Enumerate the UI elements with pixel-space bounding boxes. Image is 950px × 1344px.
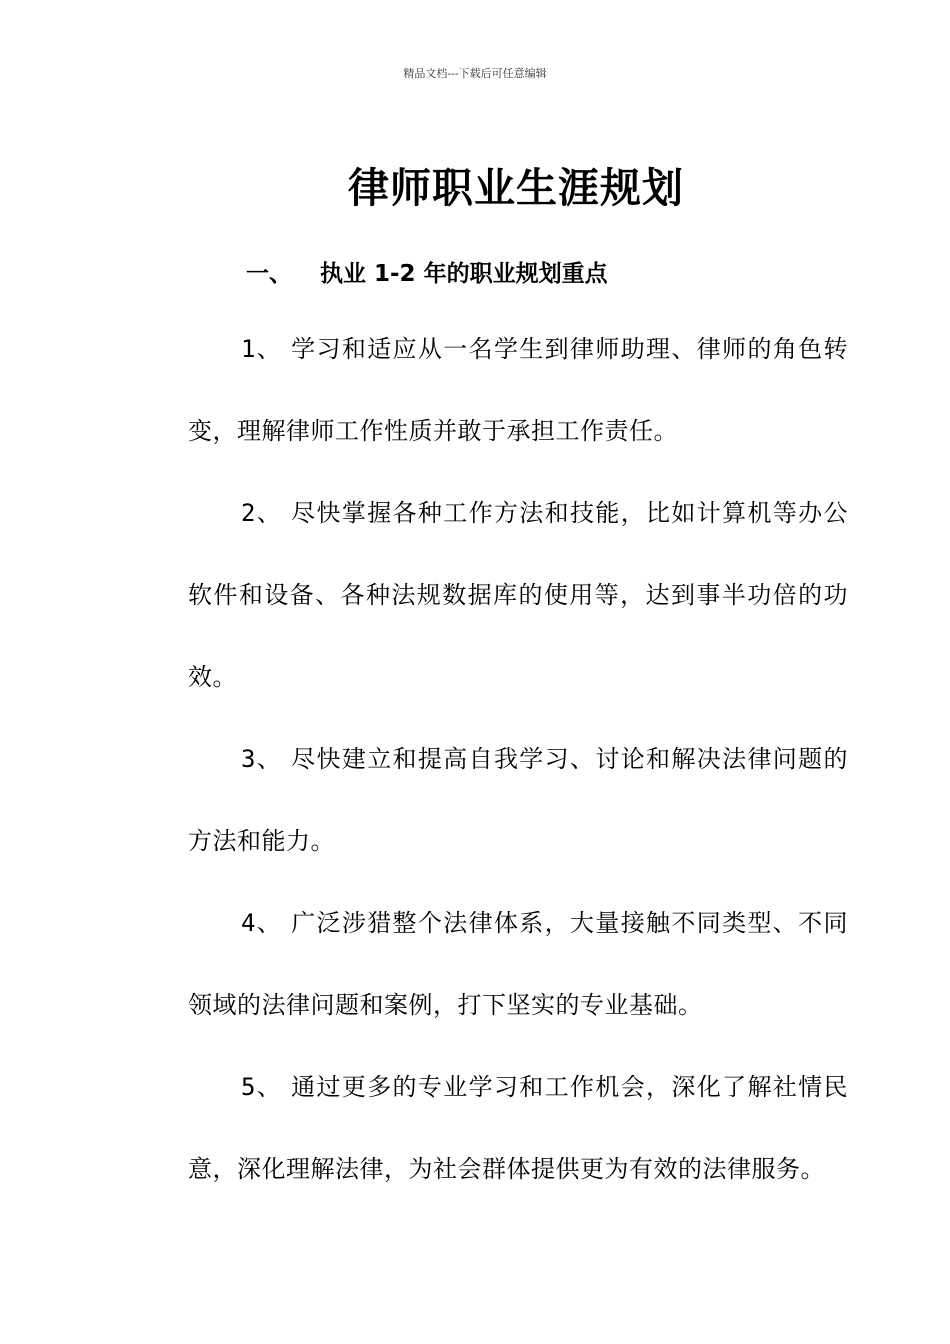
section-title: 执业 1-2 年的职业规划重点 — [320, 261, 608, 287]
item-text: 尽快掌握各种工作方法和技能，比如计算机等办公软件和设备、各种法规数据库的使用等，达到事半功倍的功效。 — [188, 499, 848, 691]
paragraph-item-4 — [188, 882, 848, 1046]
item-number: 1、 — [241, 335, 283, 363]
paragraph-item-1 — [188, 308, 848, 472]
section-heading — [246, 256, 608, 292]
paragraph-item-5 — [188, 1046, 848, 1210]
item-text: 广泛涉猎整个法律体系，大量接触不同类型、不同领域的法律问题和案例，打下坚实的专业基础。 — [188, 909, 848, 1019]
item-text: 通过更多的专业学习和工作机会，深化了解社情民意，深化理解法律，为社会群体提供更为有效的法律服务。 — [188, 1073, 848, 1183]
item-number: 4、 — [241, 909, 283, 937]
page-header-note: 精品文档---下载后可任意编辑 — [403, 67, 547, 80]
section-number: 一、 — [246, 261, 292, 287]
document-body — [188, 308, 848, 1210]
document-title: 律师职业生涯规划 — [348, 164, 684, 212]
item-number: 5、 — [241, 1073, 283, 1101]
paragraph-item-2 — [188, 472, 848, 718]
item-number: 3、 — [241, 745, 283, 773]
paragraph-item-3 — [188, 718, 848, 882]
item-text: 学习和适应从一名学生到律师助理、律师的角色转变，理解律师工作性质并敢于承担工作责任。 — [188, 335, 848, 445]
item-number: 2、 — [241, 499, 283, 527]
item-text: 尽快建立和提高自我学习、讨论和解决法律问题的方法和能力。 — [188, 745, 848, 855]
